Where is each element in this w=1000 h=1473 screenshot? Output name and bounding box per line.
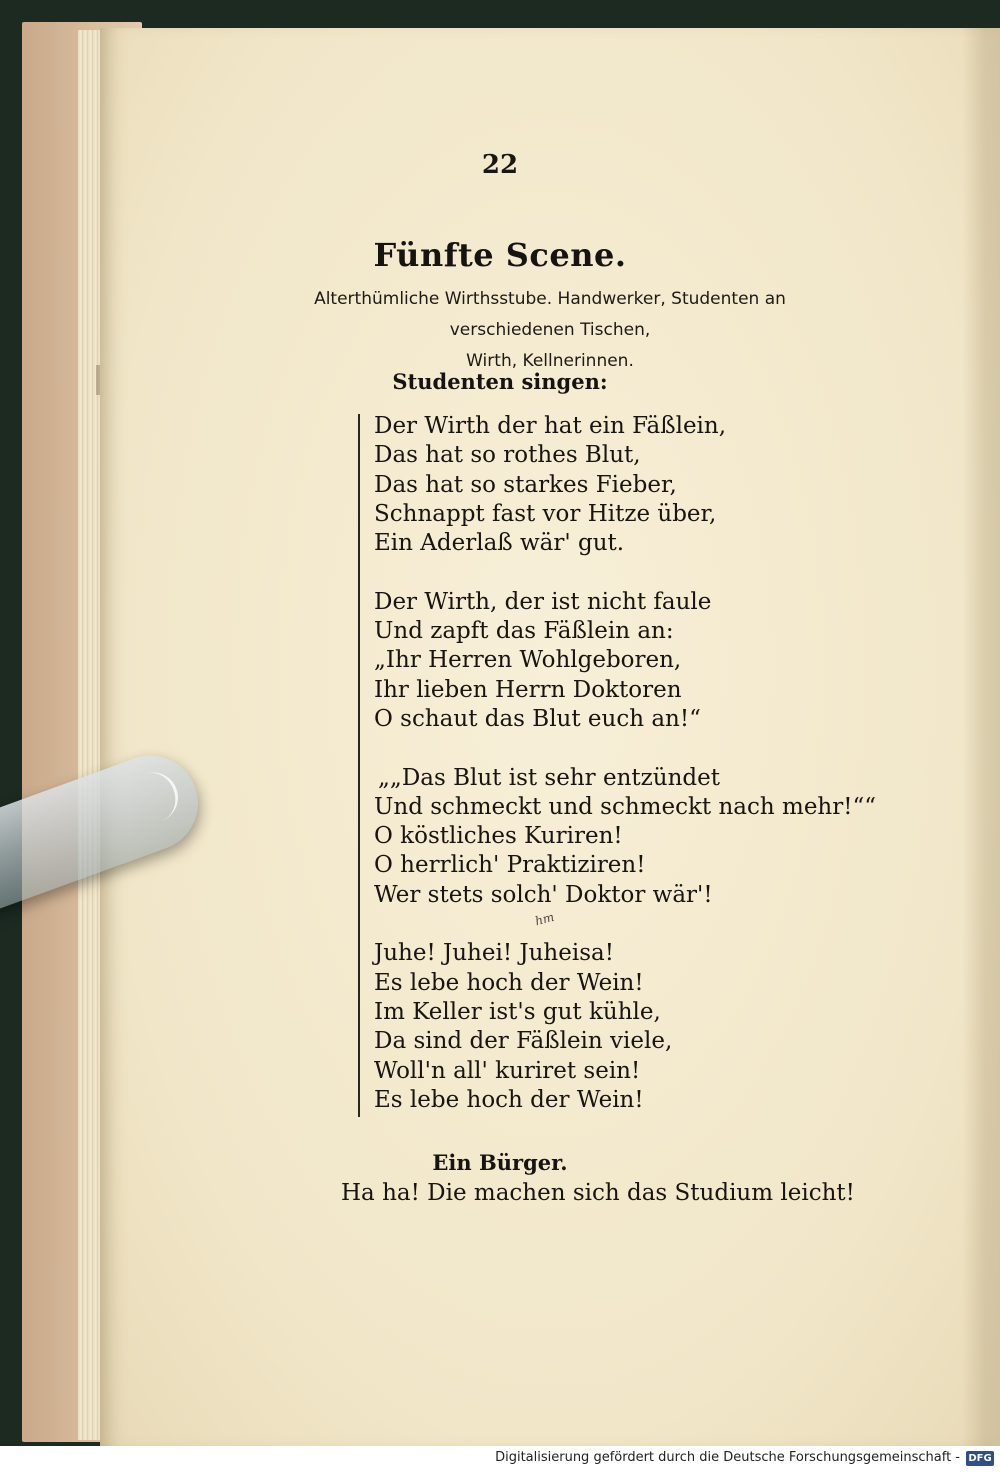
- stanza: [374, 412, 804, 558]
- stanza: [374, 588, 804, 734]
- footer-credit: Digitalisierung gefördert durch die Deutsche Forschungsgemeinschaft -: [495, 1450, 960, 1465]
- verse-line: Es lebe hoch der Wein!: [374, 969, 644, 996]
- stage-direction: [250, 284, 850, 377]
- verse-line: Und schmeckt und schmeckt nach mehr!““: [374, 793, 876, 820]
- holder-highlight: [109, 765, 185, 834]
- stage-direction-line: Wirth, Kellnerinnen.: [466, 351, 634, 371]
- speaker-label: Ein Bürger.: [432, 1150, 568, 1175]
- verse-line: Woll'n all' kuriret sein!: [374, 1057, 641, 1084]
- verse-line: O herrlich' Praktiziren!: [374, 852, 646, 879]
- verse-line: Ein Aderlaß wär' gut.: [374, 530, 625, 557]
- verse-line: Ihr lieben Herrn Doktoren: [374, 676, 682, 703]
- verse-line: Juhe! Juhei! Juheisa!: [374, 940, 614, 967]
- verse-line: Der Wirth, der ist nicht faule: [374, 588, 712, 615]
- verse-line: O köstliches Kuriren!: [374, 823, 623, 850]
- verse-line: Wer stets solch' Doktor wär'!: [374, 881, 713, 908]
- verse-line: Und zapft das Fäßlein an:: [374, 618, 674, 645]
- footer-bar: [0, 1446, 1000, 1473]
- dialogue-line: Ha ha! Die machen sich das Studium leicht!: [341, 1180, 855, 1206]
- verse-line: Der Wirth der hat ein Fäßlein,: [374, 413, 727, 439]
- verse-line: „„Das Blut ist sehr entzündet: [378, 764, 720, 791]
- verse-line: Es lebe hoch der Wein!: [374, 1086, 644, 1113]
- song-verses: [374, 412, 876, 1144]
- verse-line: Schnappt fast vor Hitze über,: [374, 500, 717, 527]
- stanza: [374, 939, 804, 1115]
- page-number: 22: [481, 150, 519, 180]
- verse-margin-rule: [358, 414, 360, 1117]
- stanza: [374, 764, 876, 910]
- verse-line: Das hat so rothes Blut,: [374, 442, 641, 469]
- speaker-label: Studenten singen:: [392, 369, 608, 394]
- verse-line: O schaut das Blut euch an!“: [374, 705, 701, 732]
- dfg-logo-icon: DFG: [966, 1451, 994, 1466]
- pencil-annotation: hm: [533, 909, 556, 929]
- verse-line: Im Keller ist's gut kühle,: [374, 998, 661, 1025]
- scene-title: Fünfte Scene.: [373, 236, 627, 274]
- verse-line: Das hat so starkes Fieber,: [374, 471, 677, 498]
- verse-line: Da sind der Fäßlein viele,: [374, 1028, 673, 1055]
- verse-line: „Ihr Herren Wohlgeboren,: [374, 647, 682, 674]
- stage-direction-line: Alterthümliche Wirthsstube. Handwerker, Studenten an verschiedenen Tischen,: [314, 289, 786, 340]
